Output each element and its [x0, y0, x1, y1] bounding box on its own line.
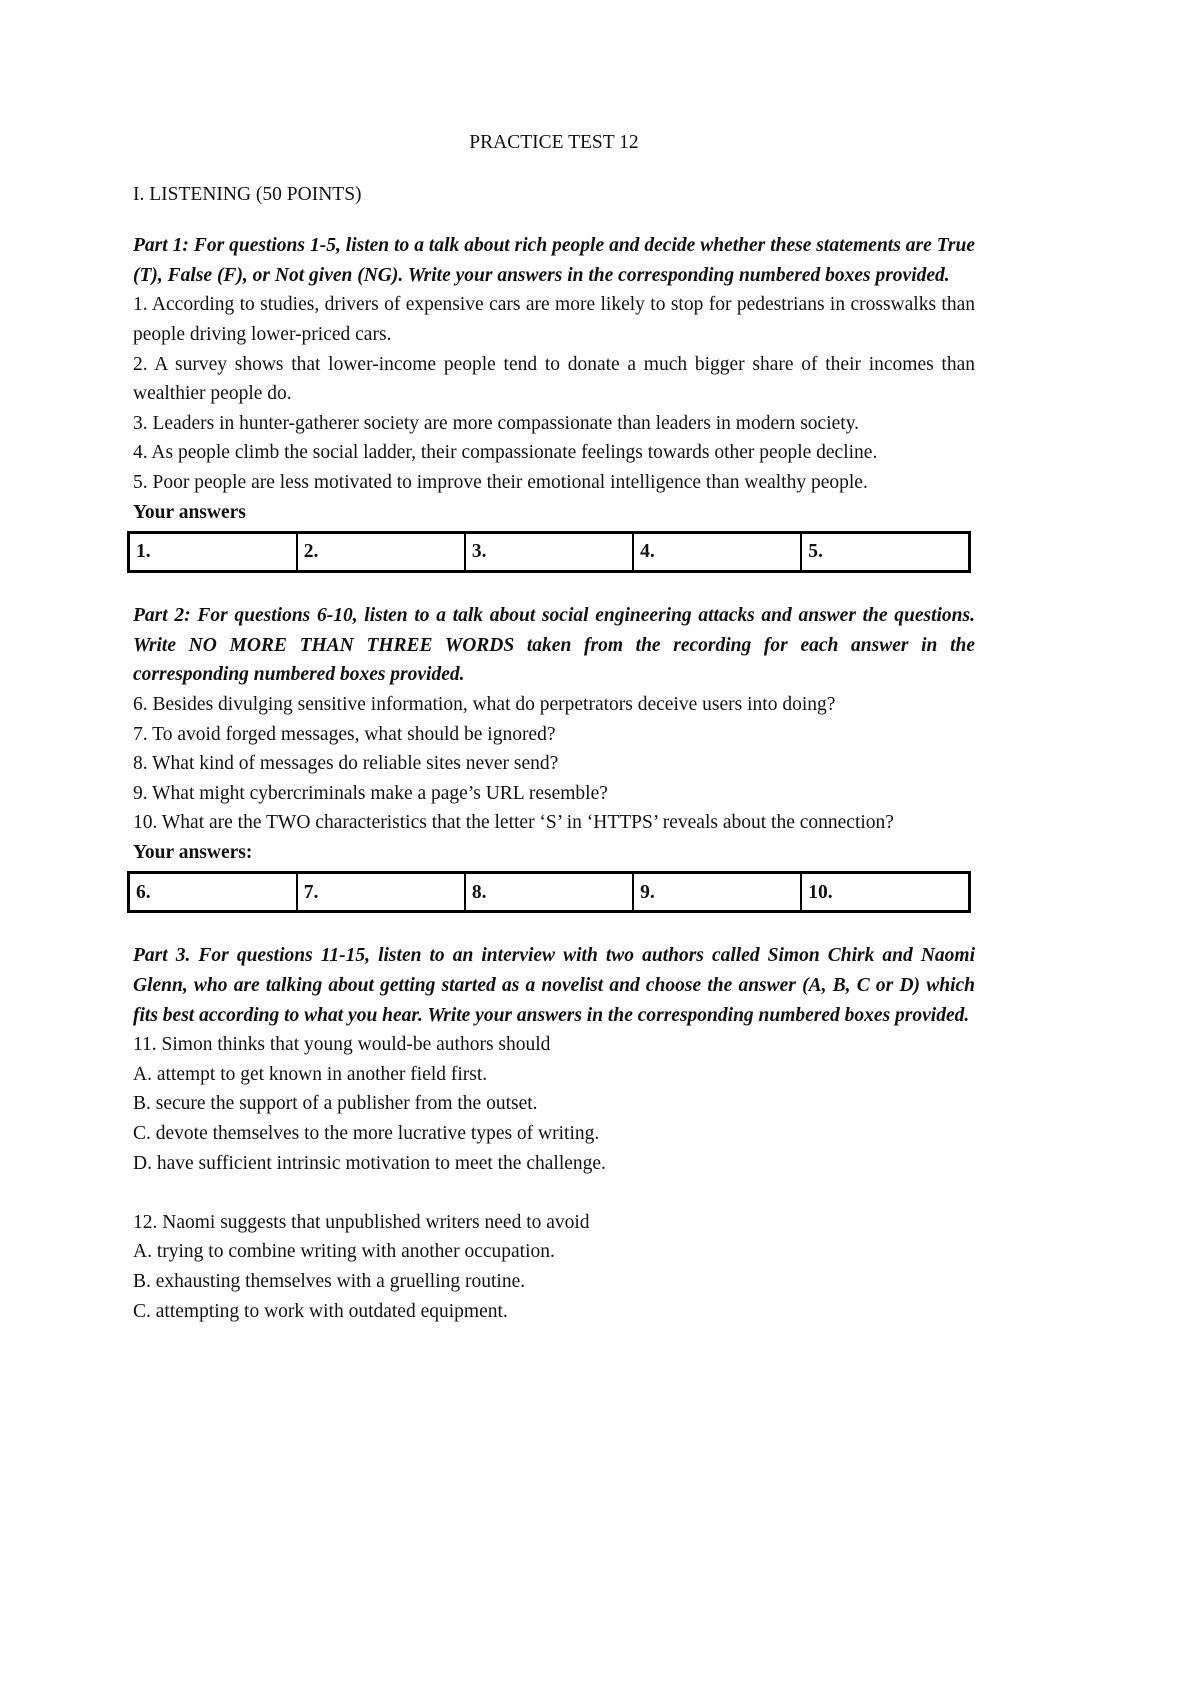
spacer: [133, 1178, 975, 1208]
answers-label: Your answers:: [133, 841, 253, 863]
answers-label: Your answers: [133, 501, 246, 523]
answer-box-9[interactable]: 9.: [633, 873, 801, 912]
question-12-stem: 12. Naomi suggests that unpublished writers need to avoid: [133, 1211, 590, 1233]
question-5: 5. Poor people are less motivated to improve their emotional intelligence than wealthy people.: [133, 471, 868, 493]
part-1: [133, 231, 975, 573]
question-8: 8. What kind of messages do reliable sites never send?: [133, 753, 559, 775]
answer-table-part-2: [127, 871, 971, 913]
question-10: 10. What are the TWO characteristics that the letter ‘S’ in ‘HTTPS’ reveals about the connection?: [133, 812, 894, 834]
answer-box-2[interactable]: 2.: [297, 533, 465, 572]
question-11-option-a: A. attempt to get known in another field first.: [133, 1063, 488, 1085]
question-7: 7. To avoid forged messages, what should be ignored?: [133, 723, 556, 745]
part-3: [133, 941, 975, 1326]
question-11-stem: 11. Simon thinks that young would-be authors should: [133, 1034, 551, 1056]
document-page: [133, 128, 975, 1326]
question-12-option-b: B. exhausting themselves with a gruelling routine.: [133, 1271, 526, 1292]
answer-box-4[interactable]: 4.: [633, 533, 801, 572]
answer-table-part-1: [127, 531, 971, 573]
answer-box-6[interactable]: 6.: [129, 873, 297, 912]
question-6: 6. Besides divulging sensitive information, what do perpetrators deceive users into doing?: [133, 693, 836, 715]
answer-box-10[interactable]: 10.: [801, 873, 969, 912]
question-1: 1. According to studies, drivers of expensive cars are more likely to stop for pedestrians in crosswalks than people driving lower-priced cars.: [133, 294, 975, 345]
question-4: 4. As people climb the social ladder, their compassionate feelings towards other people decline.: [133, 442, 878, 464]
part-2: [133, 601, 975, 913]
question-11-option-d: D. have sufficient intrinsic motivation to meet the challenge.: [133, 1152, 606, 1174]
answer-box-3[interactable]: 3.: [465, 533, 633, 572]
answer-box-7[interactable]: 7.: [297, 873, 465, 912]
page-title: PRACTICE TEST 12: [469, 132, 639, 153]
section-heading: I. LISTENING (50 POINTS): [133, 183, 362, 205]
part-1-instruction: Part 1: For questions 1-5, listen to a talk about rich people and decide whether these statements are True (T), False (F), or Not given (NG). Write your answers in the corresponding numbered boxes provided.: [133, 235, 975, 286]
answer-box-1[interactable]: 1.: [129, 533, 297, 572]
question-12-option-c: C. attempting to work with outdated equipment.: [133, 1300, 508, 1322]
answer-box-8[interactable]: 8.: [465, 873, 633, 912]
question-3: 3. Leaders in hunter-gatherer society are more compassionate than leaders in modern society.: [133, 412, 860, 434]
question-9: 9. What might cybercriminals make a page’s URL resemble?: [133, 782, 608, 804]
part-3-instruction: Part 3. For questions 11-15, listen to an interview with two authors called Simon Chirk and Naomi Glenn, who are talking about getting started as a novelist and choose the answer (A, B, C or D) which fits best according to what you hear. Write your answers in the corresponding numbered boxes provided.: [133, 945, 975, 1026]
question-11-option-b: B. secure the support of a publisher from the outset.: [133, 1093, 538, 1115]
part-2-instruction: Part 2: For questions 6-10, listen to a talk about social engineering attacks and answer the questions. Write NO MORE THAN THREE WORDS taken from the recording for each answer in the corresponding numbered boxes provided.: [133, 605, 975, 686]
question-12-option-a: A. trying to combine writing with another occupation.: [133, 1241, 555, 1263]
question-2: 2. A survey shows that lower-income people tend to donate a much bigger share of their incomes than wealthier people do.: [133, 353, 975, 405]
answer-box-5[interactable]: 5.: [801, 533, 969, 572]
question-11-option-c: C. devote themselves to the more lucrative types of writing.: [133, 1123, 600, 1145]
